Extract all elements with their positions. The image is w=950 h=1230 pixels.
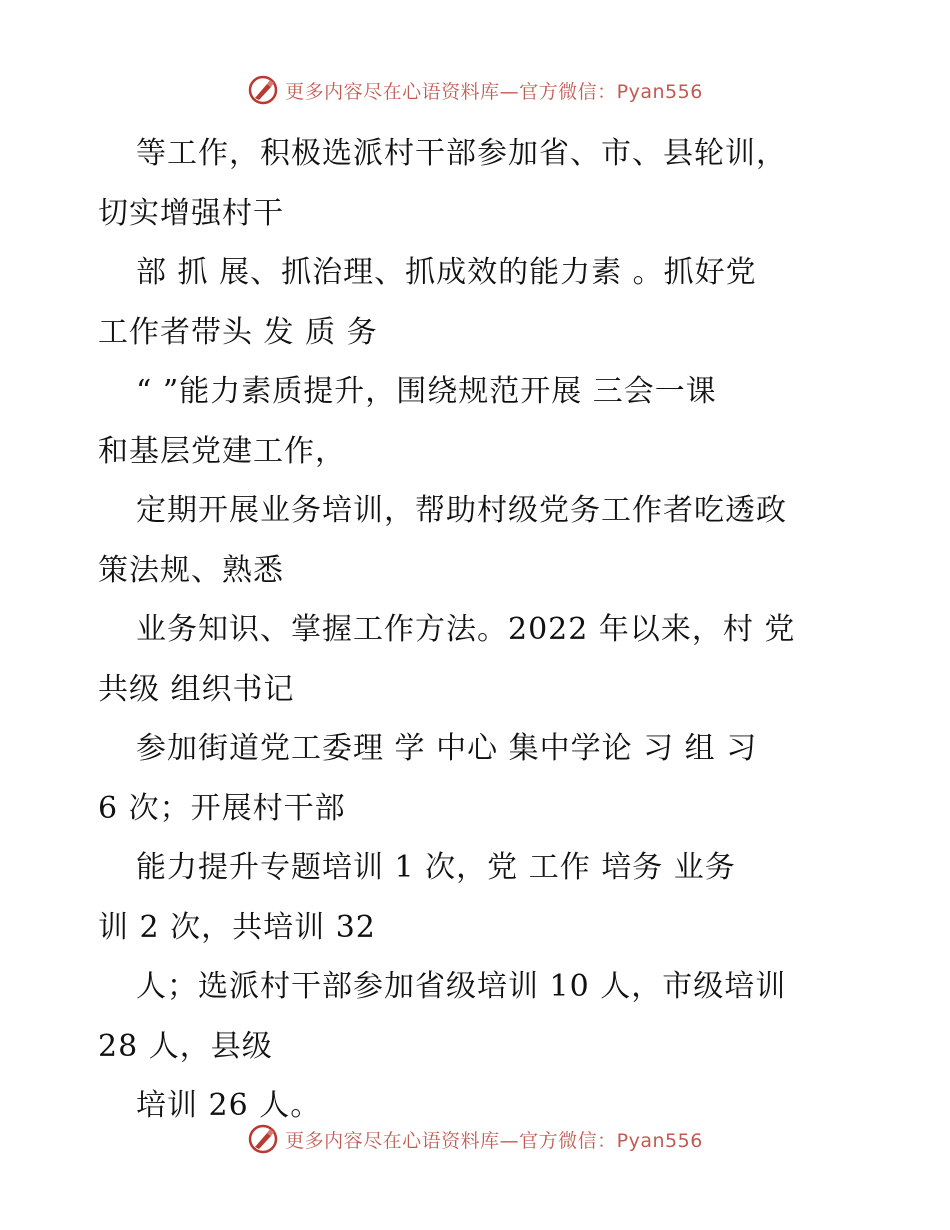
footer-banner — [0, 1121, 950, 1157]
header-banner — [0, 72, 950, 108]
header-banner-text: 更多内容尽在心语资料库—官方微信：Pyan556 — [285, 80, 703, 103]
text-line: 6 次；开展村干部 — [98, 790, 346, 826]
text-line: “ ”能力素质提升，围绕规范开展 三会一课 — [136, 374, 717, 409]
text-line: 策法规、熟悉 — [98, 552, 284, 588]
text-line: 切实增强村干 — [98, 195, 284, 231]
pen-nib-icon — [247, 1123, 279, 1155]
text-line: 训 2 次，共培训 32 — [98, 909, 376, 945]
footer-banner-text: 更多内容尽在心语资料库—官方微信：Pyan556 — [285, 1129, 703, 1152]
pen-nib-icon — [247, 74, 279, 106]
text-line: 业务知识、掌握工作方法。2022 年以来，村 党 — [136, 612, 796, 647]
text-line: 参加街道党工委理 学 中心 集中学论 习 组 习 — [136, 731, 758, 766]
text-line: 等工作，积极选派村干部参加省、市、县轮训， — [136, 136, 787, 171]
body-text — [98, 124, 858, 1136]
text-line: 定期开展业务培训，帮助村级党务工作者吃透政 — [136, 493, 787, 528]
text-line: 共级 组织书记 — [98, 671, 295, 707]
text-line: 能力提升专题培训 1 次，党 工作 培务 业务 — [136, 850, 736, 885]
text-line: 28 人，县级 — [98, 1028, 273, 1064]
text-line: 部 抓 展、抓治理、抓成效的能力素 。抓好党 — [136, 255, 757, 290]
text-line: 培训 26 人。 — [136, 1088, 322, 1123]
text-line: 和基层党建工作， — [98, 433, 346, 469]
text-line: 工作者带头 发 质 务 — [98, 314, 378, 350]
text-line: 人；选派村干部参加省级培训 10 人，市级培训 — [136, 969, 787, 1004]
